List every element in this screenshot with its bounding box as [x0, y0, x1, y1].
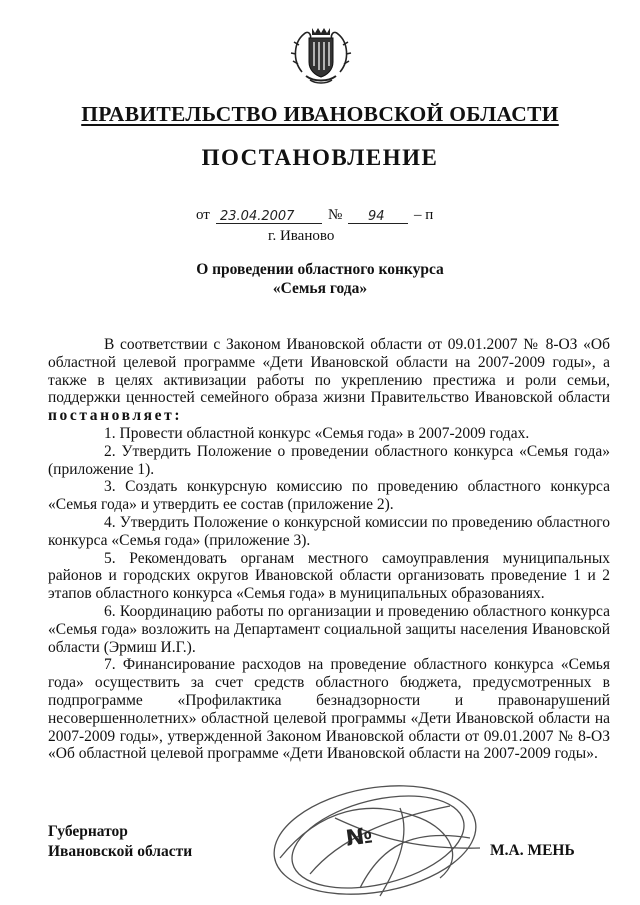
handwritten-date: 23.04.2007 [220, 209, 295, 224]
preamble-paragraph [48, 336, 610, 425]
list-item: 1. Провести областной конкурс «Семья года» в 2007-2009 годах. [104, 424, 530, 442]
list-item: 5. Рекомендовать органам местного самоуправления муниципальных районов и городских округов Ивановской области организовать проведение 1 и 2 этапов областного конкурса «Семья года» в муниципальных образованиях. [48, 549, 610, 603]
signatory-title-line-1: Губернатор [48, 823, 128, 840]
city: г. Иваново [268, 228, 335, 244]
signatory-title-line-2: Ивановской области [48, 843, 193, 860]
organization-title: ПРАВИТЕЛЬСТВО ИВАНОВСКОЙ ОБЛАСТИ [81, 102, 559, 126]
coat-of-arms-icon [290, 20, 352, 90]
handwritten-signature [250, 778, 500, 905]
number-label: № [328, 207, 343, 223]
list-item: 7. Финансирование расходов на проведение областного конкурса «Семья года» осуществить за счет средств областного бюджета, предусмотренных в подпрограмме «Профилактика безнадзорности и правонарушений несовершеннолетних» областной целевой программы «Дети Ивановской области на 2007-2009 годы», утвержденной Законом Ивановской области от 09.01.2007 № 8-ОЗ «Об областной целевой программе «Дети Ивановской области на 2007-2009 годы». [48, 656, 610, 763]
preamble-text: В соответствии с Законом Ивановской области от 09.01.2007 № 8-ОЗ «Об областной целевой программе «Дети Ивановской области на 2007-2009 годы», а также в целях активизации работы по укреплению престижа и роли семьи, поддержки ценностей семейного образа жизни Правительство Ивановской области [48, 336, 610, 407]
number-suffix: – п [414, 207, 434, 223]
date-from-label: от [196, 207, 210, 223]
document-type: ПОСТАНОВЛЕНИЕ [201, 145, 439, 170]
dateline [196, 203, 476, 227]
stamp-number-sign: № [344, 823, 375, 852]
list-item: 4. Утвердить Положение о конкурсной комиссии по проведению областного конкурса «Семья года» (приложение 3). [48, 513, 610, 549]
subject-line-2: «Семья года» [272, 280, 368, 297]
handwritten-number: 94 [368, 209, 385, 224]
decree-word: постановляет: [48, 407, 183, 425]
document-subject [0, 260, 640, 298]
signatory-title [48, 822, 192, 862]
list-item: 2. Утвердить Положение о проведении областного конкурса «Семья года» (приложение 1). [48, 442, 610, 478]
signatory-name: М.А. МЕНЬ [490, 842, 575, 859]
list-item: 6. Координацию работы по организации и проведению областного конкурса «Семья года» возложить на Департамент социальной защиты населения Ивановской области (Эрмиш И.Г.). [48, 602, 610, 656]
subject-line-1: О проведении областного конкурса [196, 261, 444, 278]
document-body [48, 336, 610, 763]
list-item: 3. Создать конкурсную комиссию по проведению областного конкурса «Семья года» и утвердить ее состав (приложение 2). [48, 478, 610, 514]
